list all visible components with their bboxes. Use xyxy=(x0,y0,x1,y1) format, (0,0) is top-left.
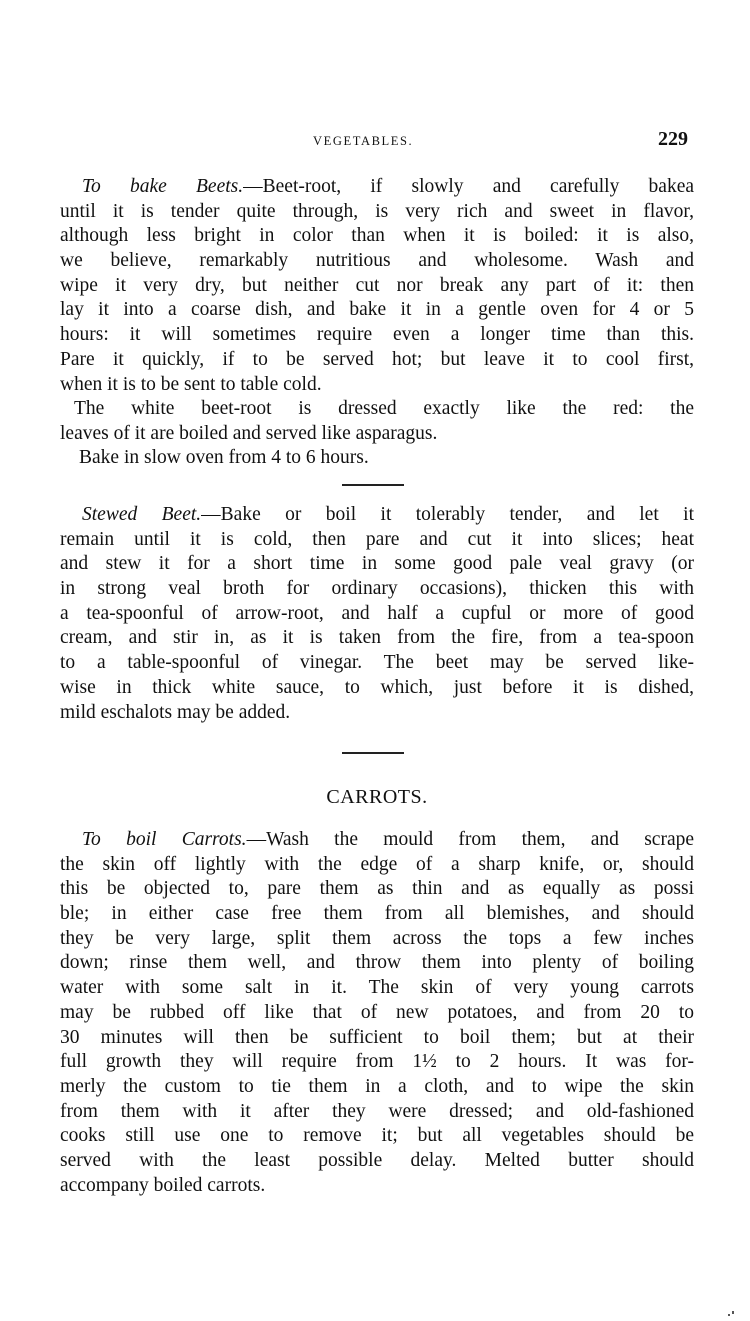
run-in-heading: To bake Beets. xyxy=(82,176,244,197)
paragraph-line: the skin off lightly with the edge of a sharp knife, or, should xyxy=(60,853,694,875)
paragraph-line: down; rinse them well, and throw them into plenty of boiling xyxy=(60,952,694,974)
paragraph-line: ble; in either case free them from all blemishes, and should xyxy=(60,903,694,925)
paragraph-line: cream, and stir in, as it is taken from the fire, from a tea-spoon xyxy=(60,627,694,649)
paragraph-boil-carrots xyxy=(60,828,694,1198)
paragraph-line: wipe it very dry, but neither cut nor break any part of it: then xyxy=(60,274,694,296)
paragraph-stewed-beet xyxy=(60,503,694,725)
running-title: VEGETABLES. xyxy=(313,134,414,148)
paragraph-line: merly the custom to tie them in a cloth, and to wipe the skin xyxy=(60,1075,694,1097)
paragraph-line: accompany boiled carrots. xyxy=(60,1174,266,1196)
paragraph-line: leaves of it are boiled and served like asparagus. xyxy=(60,422,438,444)
paragraph-line: we believe, remarkably nutritious and wholesome. Wash and xyxy=(60,250,694,272)
paragraph-bake-beets xyxy=(60,175,694,397)
paragraph-line: The white beet-root is dressed exactly like the red: the xyxy=(74,398,694,419)
paragraph-line: from them with it after they were dressed; and old-fashioned xyxy=(60,1100,694,1122)
paragraph-line: wise in thick white sauce, to which, just before it is dished, xyxy=(60,676,694,698)
paragraph-line: a tea-spoonful of arrow-root, and half a cupful or more of good xyxy=(60,602,694,624)
paragraph-line: mild eschalots may be added. xyxy=(60,701,291,723)
section-divider xyxy=(342,484,404,486)
paragraph-line: served with the least possible delay. Melted butter should xyxy=(60,1149,694,1171)
paragraph-white-beet xyxy=(60,397,694,446)
paragraph-line: although less bright in color than when it is boiled: it is also, xyxy=(60,225,694,247)
paragraph-bake-time xyxy=(60,446,694,471)
run-in-heading: Stewed Beet. xyxy=(82,504,202,525)
paragraph-line: To boil Carrots.—Wash the mould from them, and scrape xyxy=(82,829,695,850)
paragraph-line: water with some salt in it. The skin of very young carrots xyxy=(60,977,694,999)
running-head xyxy=(60,128,694,156)
paragraph-line: they be very large, split them across the tops a few inches xyxy=(60,927,694,949)
scan-speck xyxy=(732,1311,734,1314)
scan-speck xyxy=(728,1314,730,1316)
paragraph-line: in strong veal broth for ordinary occasions), thicken this with xyxy=(60,578,694,600)
paragraph-line: lay it into a coarse dish, and bake it in a gentle oven for 4 or 5 xyxy=(60,299,694,321)
paragraph-line: hours: it will sometimes require even a longer time than this. xyxy=(60,324,694,346)
paragraph-line: and stew it for a short time in some good pale veal gravy (or xyxy=(60,553,694,575)
paragraph-line: To bake Beets.—Beet-root, if slowly and carefully bakea xyxy=(82,176,695,197)
paragraph-line: 30 minutes will then be sufficient to boil them; but at their xyxy=(60,1026,694,1048)
paragraph-line: remain until it is cold, then pare and cut it into slices; heat xyxy=(60,528,694,550)
paragraph-line: this be objected to, pare them as thin and as equally as possi xyxy=(60,878,694,900)
paragraph-line: Stewed Beet.—Bake or boil it tolerably tender, and let it xyxy=(82,504,694,525)
paragraph-line: until it is tender quite through, is very rich and sweet in flavor, xyxy=(60,200,694,222)
paragraph-line: Bake in slow oven from 4 to 6 hours. xyxy=(79,447,369,468)
section-heading-carrots: CARROTS. xyxy=(326,786,428,808)
paragraph-line: to a table-spoonful of vinegar. The beet may be served like- xyxy=(60,652,694,674)
paragraph-line: when it is to be sent to table cold. xyxy=(60,373,322,395)
section-divider xyxy=(342,752,404,754)
run-in-heading: To boil Carrots. xyxy=(82,829,247,850)
paragraph-line: full growth they will require from 1½ to 2 hours. It was for- xyxy=(60,1051,694,1073)
paragraph-line: Pare it quickly, if to be served hot; but leave it to cool first, xyxy=(60,348,694,370)
paragraph-line: may be rubbed off like that of new potatoes, and from 20 to xyxy=(60,1001,694,1023)
page-number: 229 xyxy=(658,128,688,150)
paragraph-line: cooks still use one to remove it; but all vegetables should be xyxy=(60,1125,694,1147)
